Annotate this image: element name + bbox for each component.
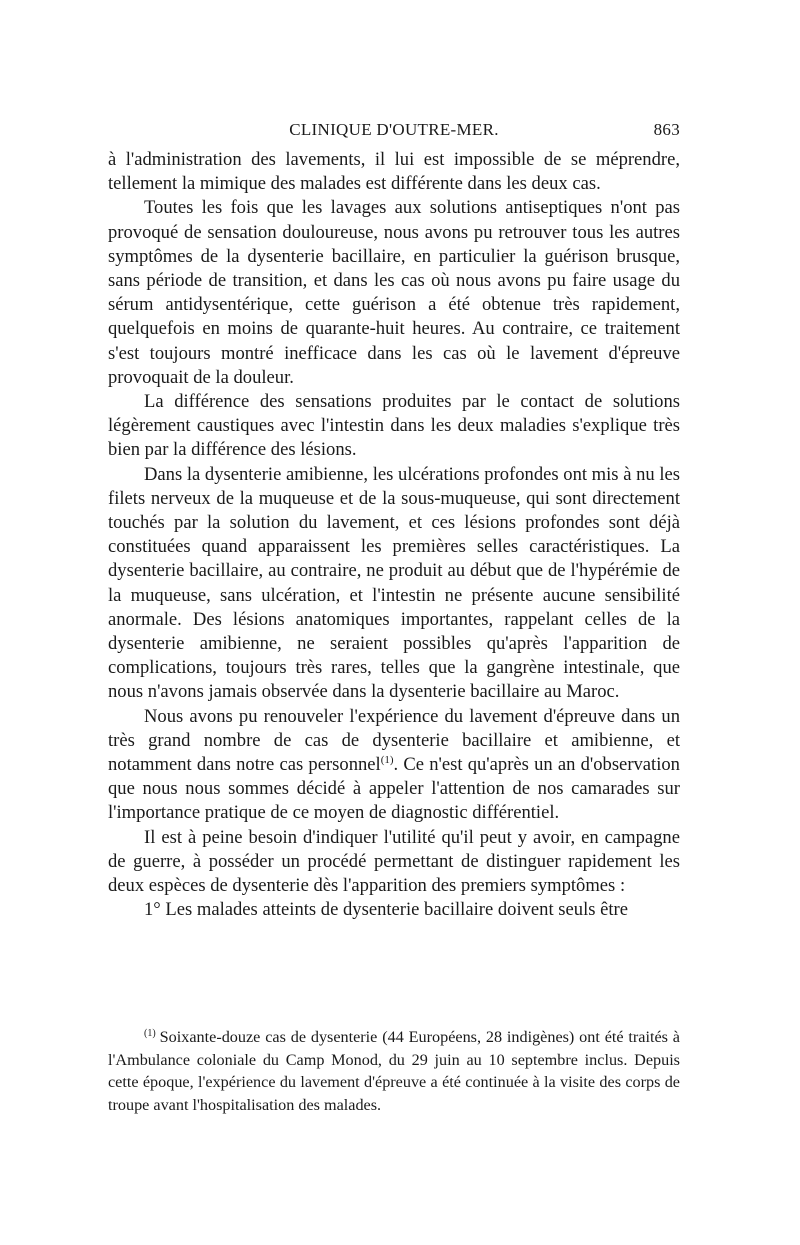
page xyxy=(108,118,680,923)
running-header xyxy=(108,118,680,148)
paragraph-text-before: Nous avons pu renouveler l'expérience du lavement d'épreuve dans un très grand nombre de cas de dysenterie bacillaire et amibienne, et notamment dans notre cas personnel xyxy=(108,705,680,776)
page-number: 863 xyxy=(653,120,680,139)
paragraph: La différence des sensations produites par le contact de solutions légèrement caustiques avec l'intestin dans les deux maladies s'explique très bien par la différence des lésions. xyxy=(108,391,680,461)
footnote-paragraph xyxy=(108,1026,680,1116)
paragraph-text-after: . Ce n'est qu'après un an d'observation que nous nous sommes décidé à appeler l'attention de nos camarades sur l'importance pratique de ce moyen de diagnostic différentiel. xyxy=(108,754,680,824)
footnote-mark: (1) xyxy=(144,1027,156,1039)
paragraph: Dans la dysenterie amibienne, les ulcérations profondes ont mis à nu les filets nerveux de la muqueuse et de la sous-muqueuse, qui sont directement touchés par la solution du lavement, et ces lésions profondes sont déjà constituées quand apparaissent les premières selles caractéristiques. La dysenterie bacillaire, au contraire, ne produit au début que de l'hypérémie de la muqueuse, sans ulcération, et l'intestin ne présente aucune sensibilité anormale. Des lésions anatomiques importantes, rappelant celles de la dysenterie amibienne, ne seraient possibles qu'après l'apparition de complications, toujours très rares, telles que la gangrène intestinale, que nous n'avons jamais observée dans la dysenterie bacillaire au Maroc. xyxy=(108,463,680,703)
paragraph: Il est à peine besoin d'indiquer l'utilité qu'il peut y avoir, en campagne de guerre, à posséder un procédé permettant de distinguer rapidement les deux espèces de dysenterie dès l'apparition des premiers symptômes : xyxy=(108,826,680,897)
paragraph-with-footnote-ref xyxy=(108,705,680,826)
body-text xyxy=(108,148,680,923)
paragraph: Toutes les fois que les lavages aux solutions antiseptiques n'ont pas provoqué de sensation douloureuse, nous avons pu retrouver tous les autres symptômes de la dysenterie bacillaire, en particulier la guérison brusque, sans période de transition, et dans les cas où nous avons pu faire usage du sérum antidysentérique, cette guérison a été obtenue très rapidement, quelquefois en moins de quarante-huit heures. Au contraire, ce traitement s'est toujours montré inefficace dans les cas où le lavement d'épreuve provoquait de la douleur. xyxy=(108,197,680,388)
footnote-reference: (1) xyxy=(380,753,394,766)
running-title: CLINIQUE D'OUTRE-MER. xyxy=(289,120,499,139)
footnote xyxy=(108,1026,680,1116)
paragraph-list-item: 1° Les malades atteints de dysenterie bacillaire doivent seuls être xyxy=(144,899,628,921)
paragraph-continuation: à l'administration des lavements, il lui est impossible de se méprendre, tellement la mimique des malades est différente dans les deux cas. xyxy=(108,149,680,195)
footnote-text: Soixante-douze cas de dysenterie (44 Européens, 28 indigènes) ont été traités à l'Ambulance coloniale du Camp Monod, du 29 juin au 10 septembre inclus. Depuis cette époque, l'expérience du lavement d'épreuve a été continuée à la visite des corps de troupe avant l'hospitalisation des malades. xyxy=(108,1028,680,1114)
